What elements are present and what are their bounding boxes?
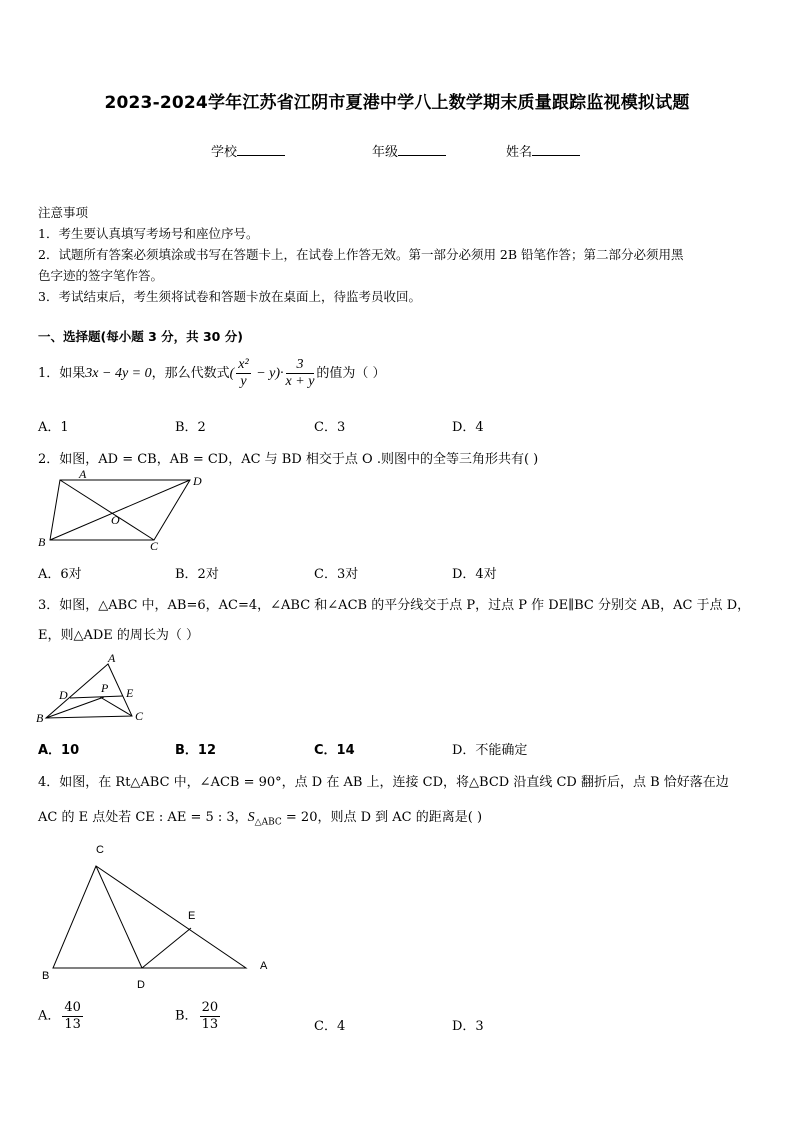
question-2: 2．如图，AD = CB，AB = CD，AC 与 BD 相交于点 O .则图中的全等三角形共有( ) bbox=[38, 452, 539, 467]
q4-option-a[interactable]: A． $\frac{40}{13}$ bbox=[38, 1000, 81, 1032]
q3-label-d: D bbox=[59, 688, 68, 702]
question-3-line-2: E，则△ADE 的周长为（ ） bbox=[38, 628, 200, 643]
q3-label-a: A bbox=[108, 651, 116, 665]
q2-option-c[interactable]: C．3对 bbox=[314, 567, 359, 582]
name-label: 姓名 bbox=[506, 145, 533, 160]
q1-option-a[interactable]: A．1 bbox=[38, 420, 69, 435]
q4-area-subscript: △ABC bbox=[254, 817, 282, 828]
q2-parallelogram-figure bbox=[30, 468, 220, 554]
q4-area-symbol: S bbox=[247, 810, 255, 825]
page-title: 2023-2024学年江苏省江阴市夏港中学八上数学期末质量跟踪监视模拟试题 bbox=[104, 93, 690, 113]
q1-suffix: 的值为（ ） bbox=[316, 366, 386, 381]
question-1: 1．如果3x − 4y = 0，那么代数式( $\frac{\text{x²}}{y}$ − y)· $\frac{3}{x + y}$ 的值为（ ） bbox=[38, 357, 386, 389]
q4-label-d: D bbox=[137, 979, 145, 991]
q2-option-d[interactable]: D．4对 bbox=[452, 567, 497, 582]
q4-option-b-fraction: $\frac{20}{13}$ bbox=[201, 1000, 219, 1032]
q1-minus-y: − y)· bbox=[252, 366, 284, 381]
q2-label-o: O bbox=[111, 513, 120, 527]
notice-item-2: 2．试题所有答案必须填涂或书写在答题卡上，在试卷上作答无效。第一部分必须用 2B 铅笔作答；第二部分必须用黑 bbox=[38, 247, 684, 262]
q4-option-a-fraction: $\frac{40}{13}$ bbox=[64, 1000, 81, 1032]
notice-item-1: 1．考生要认真填写考场号和座位序号。 bbox=[38, 226, 259, 241]
q4-option-b[interactable]: B． $\frac{20}{13}$ bbox=[175, 1000, 219, 1032]
grade-field[interactable] bbox=[372, 141, 446, 160]
notice-heading: 注意事项 bbox=[38, 205, 89, 220]
q4-label-c: C bbox=[96, 844, 104, 856]
q2-label-d: D bbox=[193, 474, 202, 488]
q1-fraction-2: $\frac{3}{x + y}$ bbox=[285, 357, 315, 389]
q1-fraction-1: $\frac{\text{x²}}{y}$ bbox=[238, 357, 249, 389]
q3-option-b[interactable]: B．12 bbox=[175, 743, 216, 758]
q2-label-a: A bbox=[79, 468, 87, 481]
q2-option-a[interactable]: A．6对 bbox=[38, 567, 82, 582]
grade-blank[interactable] bbox=[398, 143, 446, 156]
q1-option-d[interactable]: D．4 bbox=[452, 420, 484, 435]
q3-label-p: P bbox=[101, 681, 109, 695]
q2-label-b: B bbox=[38, 535, 46, 549]
q4-label-a: A bbox=[260, 960, 268, 972]
q3-triangle-figure bbox=[30, 650, 155, 725]
q3-label-b: B bbox=[36, 711, 44, 725]
notice-item-3: 3．考试结束后，考生须将试卷和答题卡放在桌面上，待监考员收回。 bbox=[38, 289, 421, 304]
q3-label-c: C bbox=[135, 709, 144, 723]
grade-label: 年级 bbox=[372, 145, 399, 160]
q2-option-b[interactable]: B．2对 bbox=[175, 567, 219, 582]
q3-option-d[interactable]: D．不能确定 bbox=[452, 743, 528, 758]
question-3-line-1: 3．如图，△ABC 中，AB=6，AC=4，∠ABC 和∠ACB 的平分线交于点 P，过点 P 作 DE∥BC 分别交 AB，AC 于点 D， bbox=[38, 598, 751, 613]
q4-label-b: B bbox=[42, 970, 50, 982]
q1-option-b[interactable]: B．2 bbox=[175, 420, 206, 435]
q4-right-triangle-figure bbox=[36, 838, 286, 993]
q4-label-e: E bbox=[188, 910, 196, 922]
school-blank[interactable] bbox=[237, 143, 285, 156]
question-4-line-1: 4．如图，在 Rt△ABC 中，∠ACB = 90°，点 D 在 AB 上，连接 CD，将△BCD 沿直线 CD 翻折后，点 B 恰好落在边 bbox=[38, 775, 729, 790]
name-field[interactable] bbox=[506, 141, 580, 160]
q1-condition: 3x − 4y = 0 bbox=[85, 366, 152, 381]
q3-label-e: E bbox=[126, 686, 134, 700]
q1-option-c[interactable]: C．3 bbox=[314, 420, 346, 435]
q3-option-c[interactable]: C．14 bbox=[314, 743, 355, 758]
q2-label-c: C bbox=[150, 539, 159, 553]
q1-mid: ，那么代数式 bbox=[151, 366, 230, 381]
school-field[interactable] bbox=[211, 141, 285, 160]
school-label: 学校 bbox=[211, 145, 238, 160]
question-4-line-2: AC 的 E 点处若 CE : AE = 5 : 3，$S_{\triangle ABC} = 20$，则点 D 到 AC 的距离是( ) bbox=[38, 810, 483, 828]
q4-option-d[interactable]: D．3 bbox=[452, 1019, 484, 1034]
section-heading: 一、选择题(每小题 3 分，共 30 分) bbox=[38, 329, 243, 344]
q1-prefix: 1．如果 bbox=[38, 366, 86, 381]
notice-item-2-cont: 色字迹的签字笔作答。 bbox=[38, 268, 164, 283]
q3-option-a[interactable]: A．10 bbox=[38, 743, 80, 758]
name-blank[interactable] bbox=[532, 143, 580, 156]
q4-option-c[interactable]: C．4 bbox=[314, 1019, 346, 1034]
